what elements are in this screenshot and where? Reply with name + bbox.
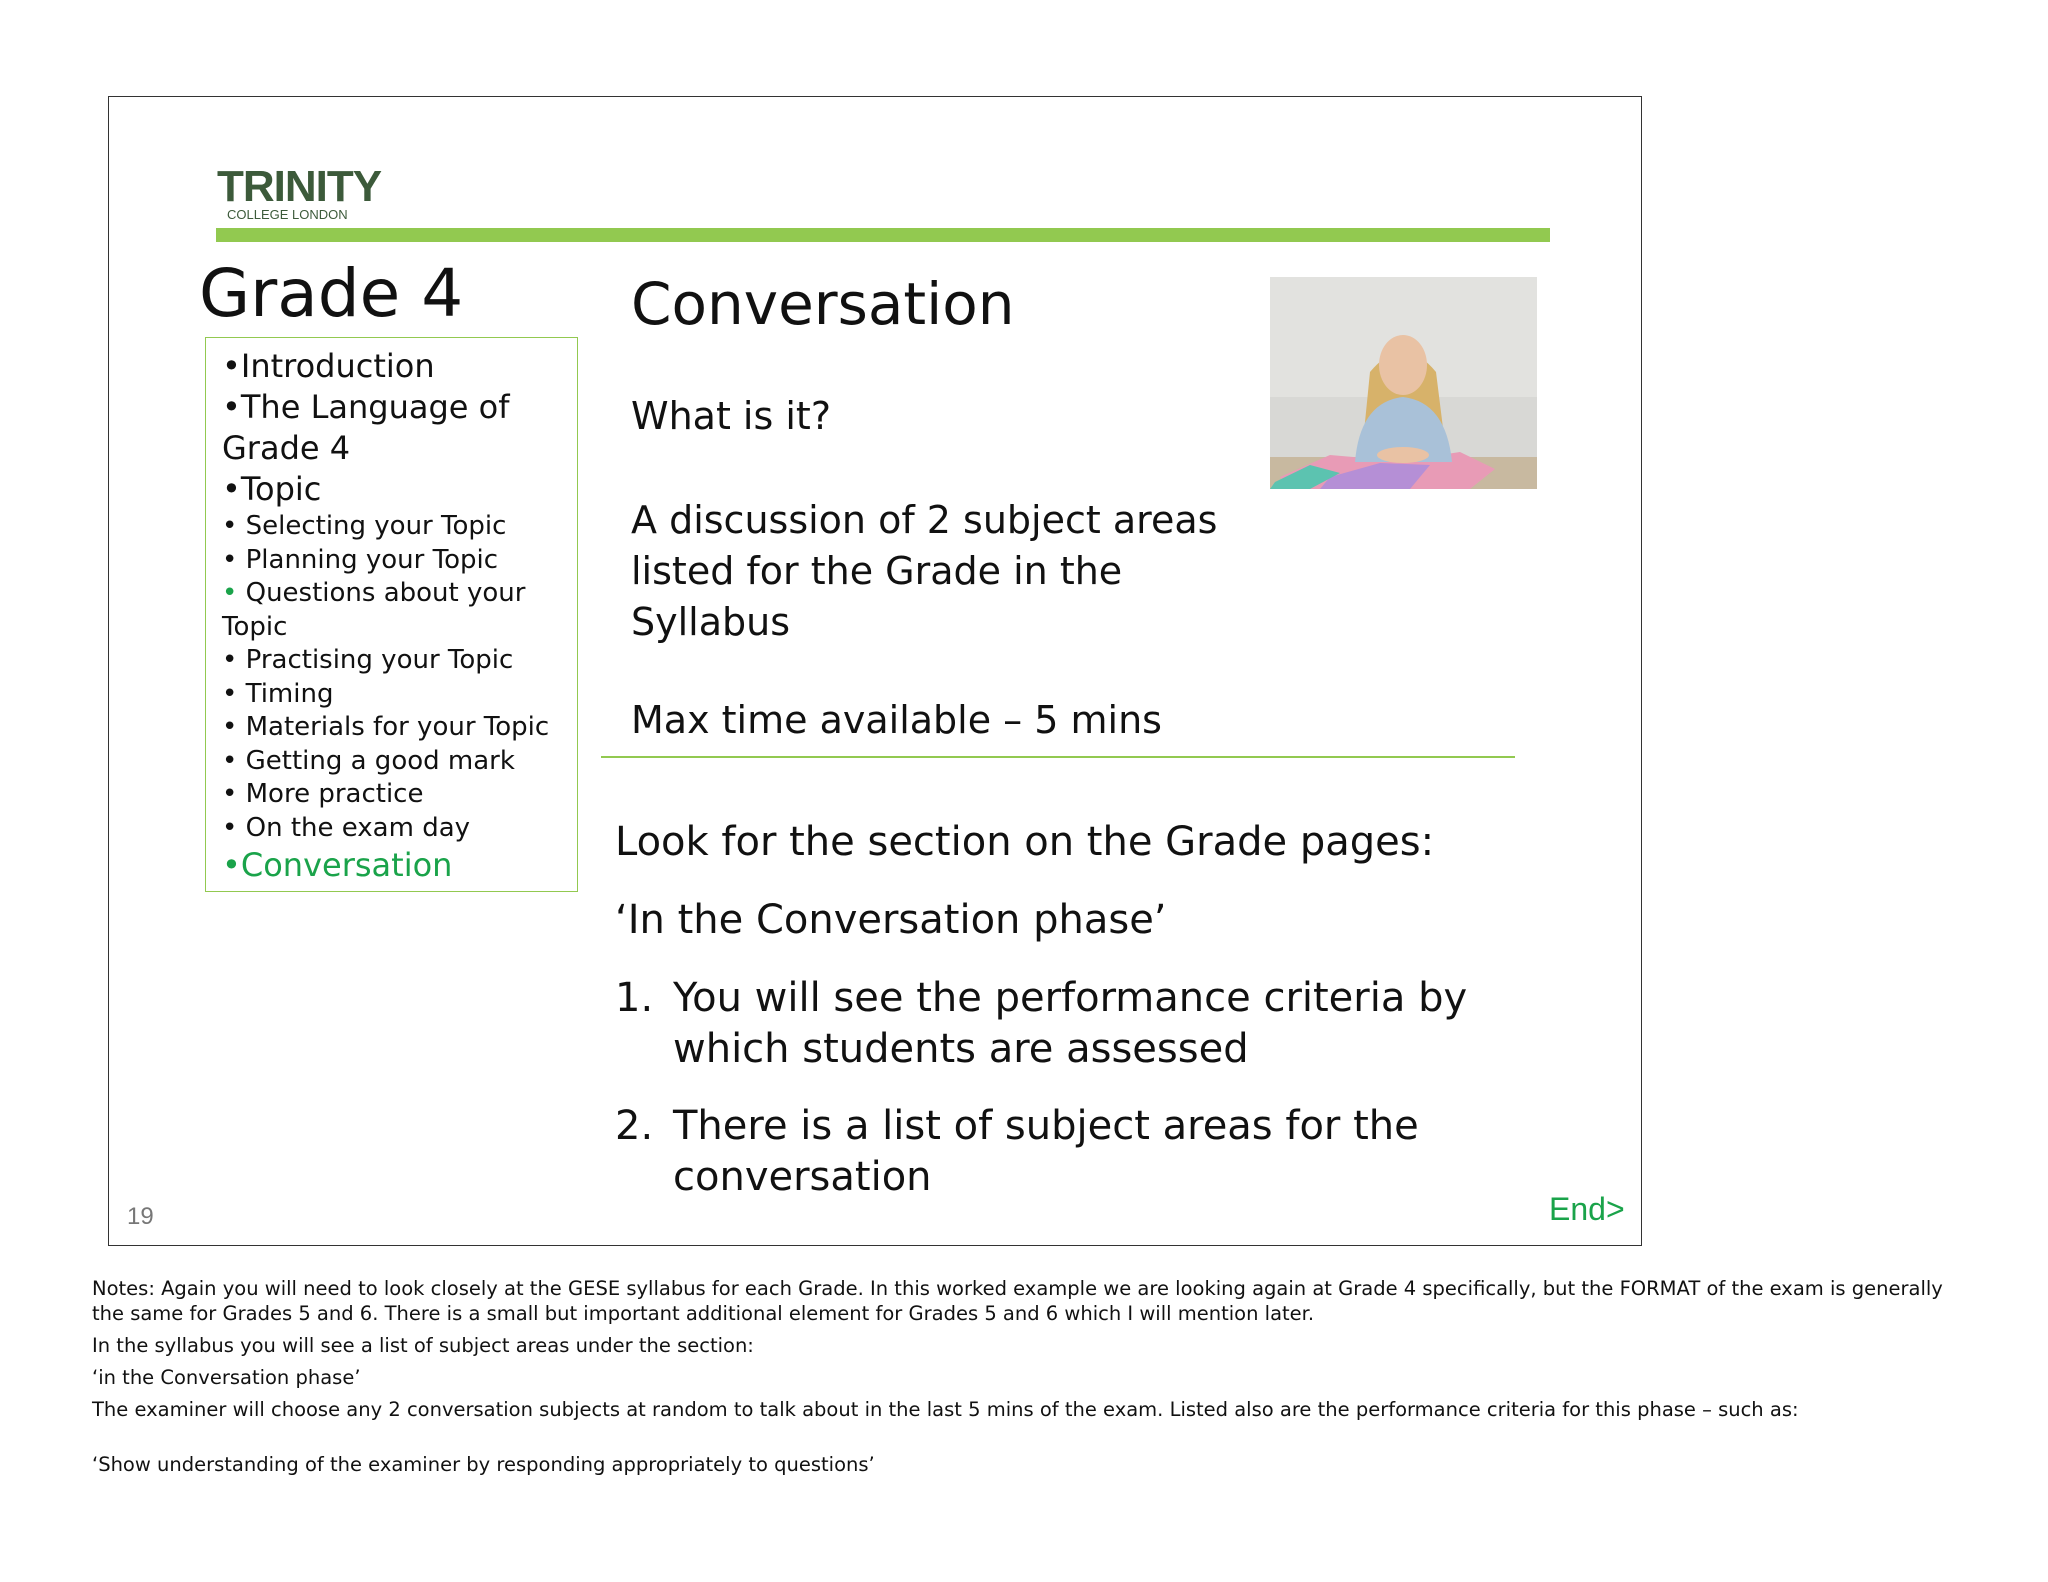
sidebar-nav	[205, 337, 578, 892]
nav-subitem-selecting[interactable]: • Selecting your Topic	[222, 511, 507, 541]
header-divider-bar	[216, 228, 1550, 242]
section-title: Conversation	[631, 270, 1015, 338]
list-item	[615, 973, 1475, 1075]
list-number: 2.	[615, 1103, 654, 1149]
look-for-text: Look for the section on the Grade pages:	[615, 819, 1435, 865]
discussion-text: A discussion of 2 subject areas listed for the Grade in the Syllabus	[631, 498, 1218, 644]
nav-subitem-label: Materials for your Topic	[245, 712, 550, 742]
nav-subitem-exam-day[interactable]: • On the exam day	[222, 812, 471, 843]
slide	[108, 96, 1642, 1246]
nav-subitem-label: Getting a good mark	[245, 745, 515, 776]
notes-paragraph: In the syllabus you will see a list of subject areas under the section:	[92, 1334, 754, 1357]
presenter-video-thumbnail[interactable]	[1270, 277, 1537, 489]
nav-subitem-label: Selecting your Topic	[245, 511, 507, 541]
nav-item-language[interactable]: •The Language of Grade 4	[222, 388, 510, 467]
nav-item-introduction[interactable]: •Introduction	[222, 347, 435, 385]
nav-subitem-planning[interactable]: • Planning your Topic	[222, 544, 498, 575]
nav-subitem-good-mark[interactable]: • Getting a good mark	[222, 745, 515, 776]
nav-subitem-materials[interactable]: • Materials for your Topic	[222, 712, 550, 742]
page-number: 19	[127, 1203, 154, 1230]
notes-paragraph: ‘in the Conversation phase’	[92, 1366, 361, 1389]
list-text: You will see the performance criteria by which students are assessed	[673, 975, 1468, 1072]
nav-item-conversation[interactable]: •Conversation	[222, 846, 453, 884]
logo-sub-text: COLLEGE LONDON	[227, 207, 348, 222]
nav-subitem-label: Timing	[245, 678, 334, 709]
phase-heading: ‘In the Conversation phase’	[615, 897, 1167, 943]
nav-subitem-label: Questions about your Topic	[222, 578, 526, 642]
what-is-it-heading: What is it?	[631, 394, 831, 438]
presenter-photo	[1270, 277, 1537, 489]
end-link[interactable]: End>	[1549, 1191, 1625, 1227]
speaker-notes	[92, 1276, 1972, 1484]
list-text: There is a list of subject areas for the conversation	[673, 1103, 1419, 1200]
list-number: 1.	[615, 975, 654, 1021]
nav-subitem-timing[interactable]: • Timing	[222, 678, 334, 709]
nav-subitem-questions[interactable]	[222, 577, 565, 644]
trinity-logo	[217, 162, 382, 222]
nav-subitem-label: More practice	[245, 779, 424, 809]
nav-subitem-more-practice[interactable]: • More practice	[222, 779, 424, 809]
green-bullet: •	[222, 578, 238, 608]
nav-subitem-label: Practising your Topic	[245, 645, 514, 675]
nav-subitem-practising[interactable]: • Practising your Topic	[222, 645, 514, 675]
content-divider	[601, 756, 1515, 758]
nav-subitem-label: Planning your Topic	[245, 544, 498, 575]
max-time-text: Max time available – 5 mins	[631, 698, 1162, 742]
nav-subitem-label: On the exam day	[245, 812, 471, 843]
nav-item-topic[interactable]: •Topic	[222, 470, 322, 508]
grade-title: Grade 4	[199, 255, 464, 332]
list-item	[615, 1101, 1475, 1203]
notes-paragraph: The examiner will choose any 2 conversation subjects at random to talk about in the last 5 mins of the exam. Listed also are the performance criteria for this phase – such as:	[92, 1398, 1799, 1421]
notes-paragraph: ‘Show understanding of the examiner by responding appropriately to questions’	[92, 1453, 875, 1476]
logo-main-text: TRINITY	[217, 162, 382, 211]
notes-paragraph: Notes: Again you will need to look closely at the GESE syllabus for each Grade. In this worked example we are looking again at Grade 4 specifically, but the FORMAT of the exam is generally the same for Grades 5 and 6. There is a small but important additional element for Grades 5 and 6 which I will mention later.	[92, 1277, 1943, 1325]
